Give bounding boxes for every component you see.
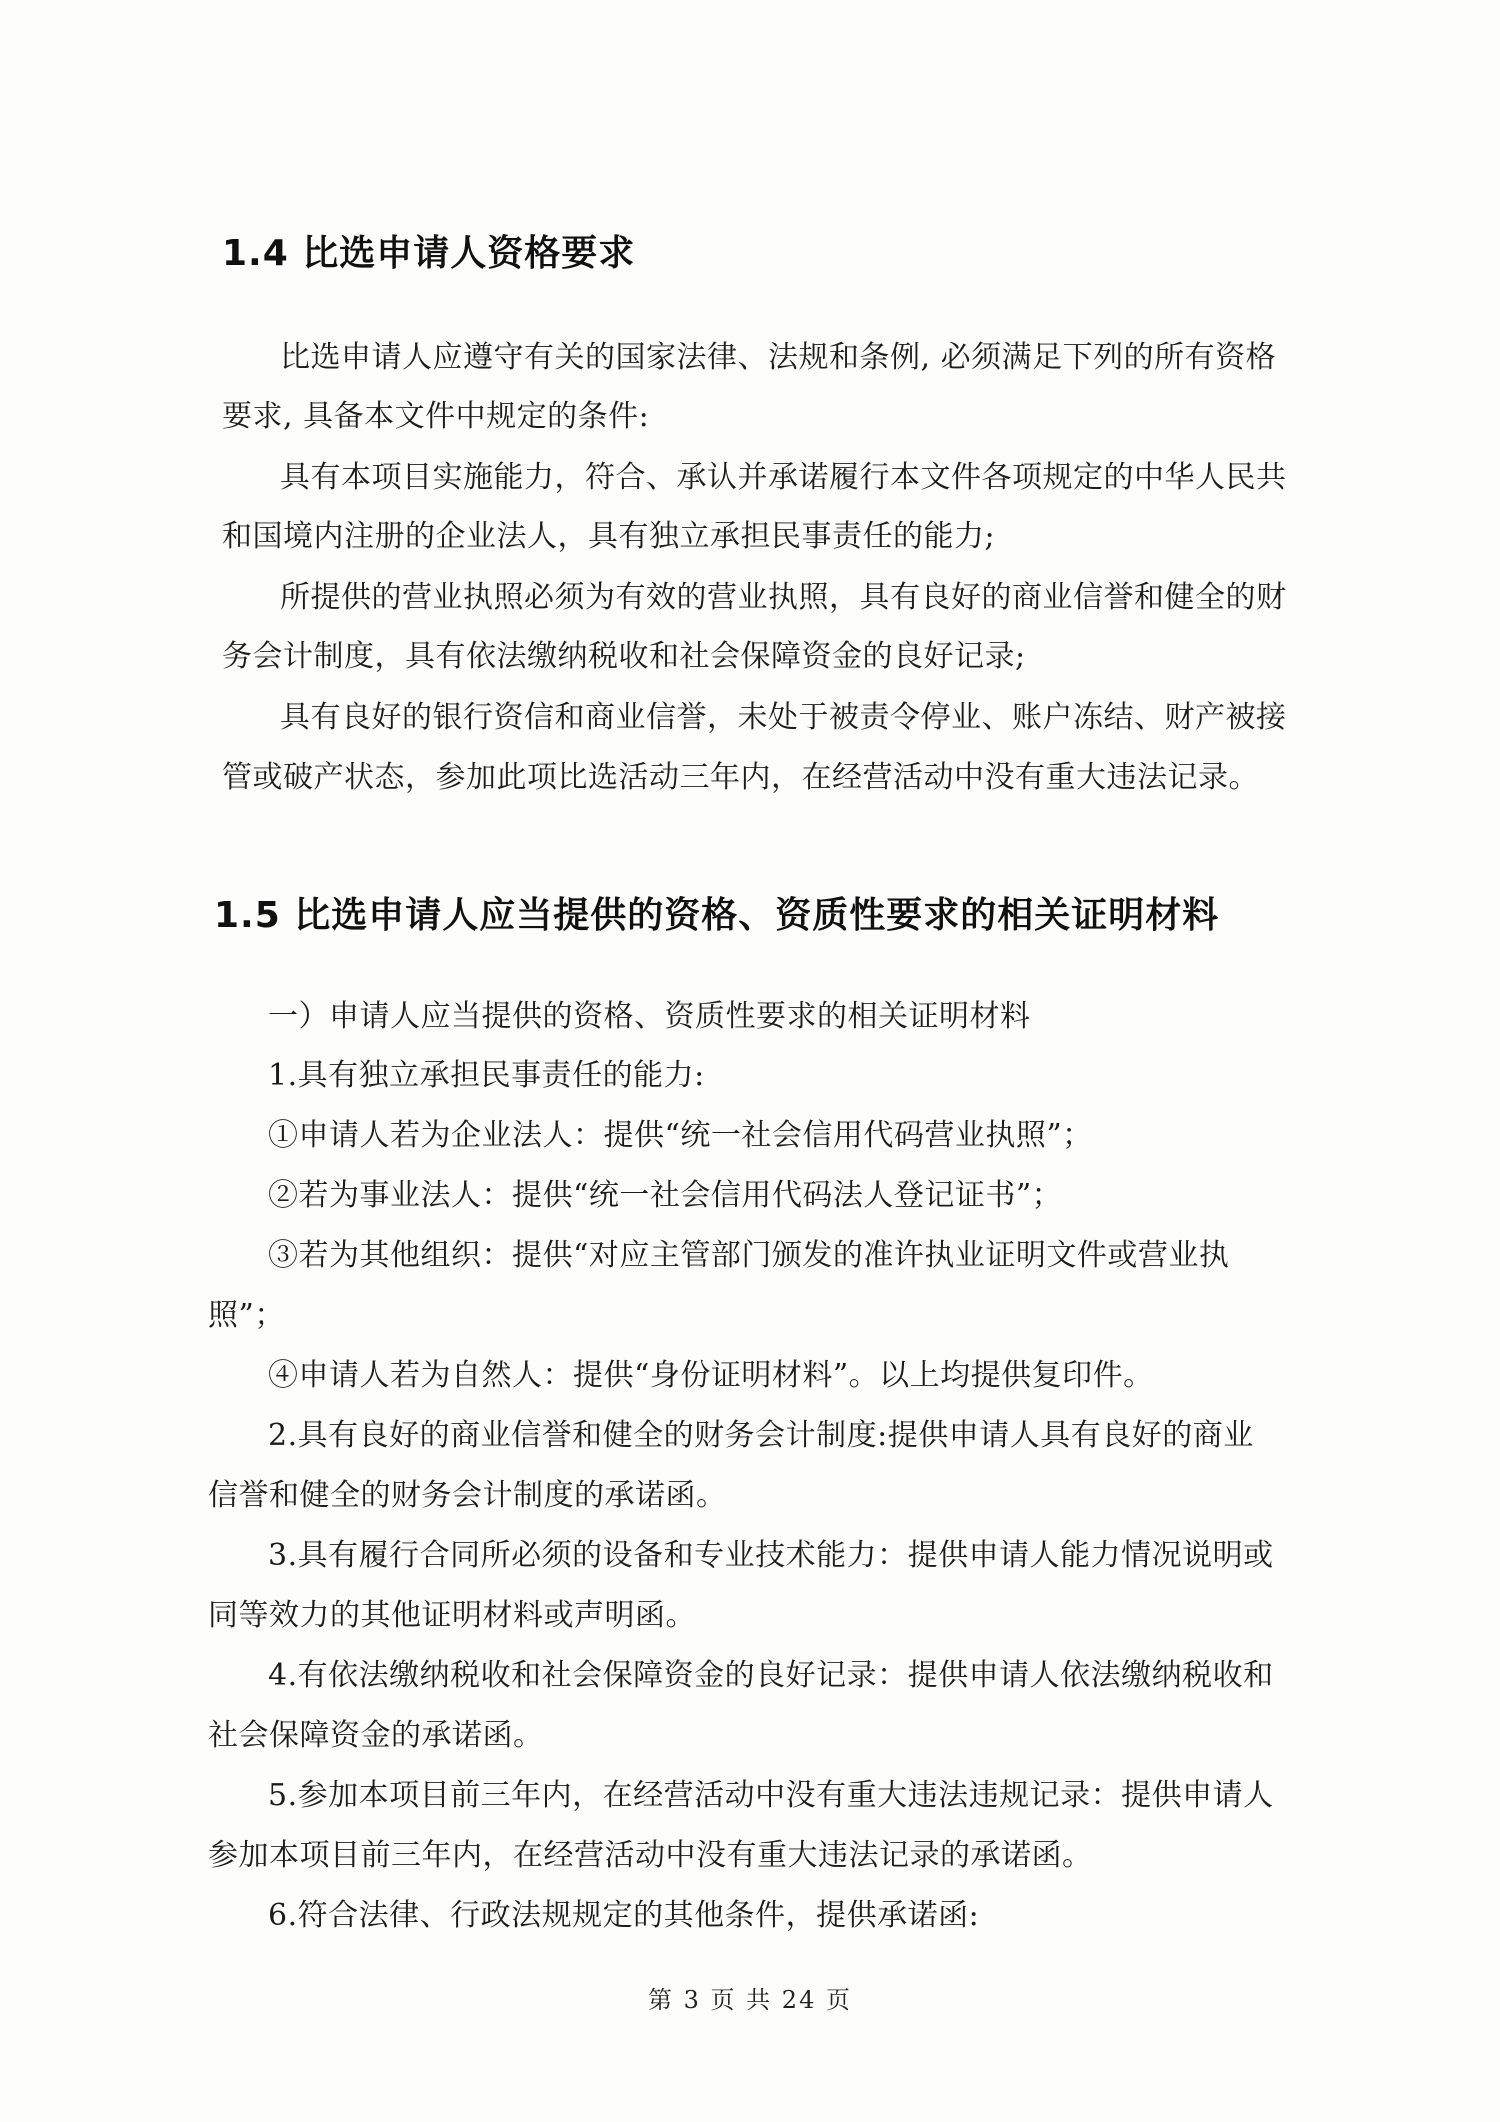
section-1-4-line: 具有良好的银行资信和商业信誉，未处于被责令停业、账户冻结、财产被接 — [280, 700, 1287, 735]
section-1-4-line: 要求, 具备本文件中规定的条件: — [222, 399, 650, 434]
section-1-4-line: 比选申请人应遵守有关的国家法律、法规和条例, 必须满足下列的所有资格 — [280, 340, 1277, 375]
section-1-5-line: 2.具有良好的商业信誉和健全的财务会计制度:提供申请人具有良好的商业 — [268, 1418, 1254, 1453]
page-number-footer: 第 3 页 共 24 页 — [648, 1986, 852, 2014]
section-1-4-heading: 1.4 比选申请人资格要求 — [222, 233, 636, 274]
section-1-4-line: 所提供的营业执照必须为有效的营业执照，具有良好的商业信誉和健全的财 — [280, 580, 1287, 615]
section-1-5-line: ③若为其他组织：提供“对应主管部门颁发的准许执业证明文件或营业执 — [268, 1238, 1230, 1273]
section-1-5-line: 4.有依法缴纳税收和社会保障资金的良好记录：提供申请人依法缴纳税收和 — [268, 1658, 1274, 1693]
section-1-5-line: ④申请人若为自然人：提供“身份证明材料”。以上均提供复印件。 — [268, 1358, 1154, 1393]
section-1-4-line: 管或破产状态，参加此项比选活动三年内，在经营活动中没有重大违法记录。 — [222, 760, 1259, 795]
section-1-4-line: 务会计制度，具有依法缴纳税收和社会保障资金的良好记录; — [222, 639, 1026, 674]
section-1-5-line: 社会保障资金的承诺函。 — [208, 1718, 544, 1753]
section-1-5-line: ①申请人若为企业法人：提供“统一社会信用代码营业执照”； — [268, 1118, 1093, 1153]
section-1-4-line: 具有本项目实施能力，符合、承认并承诺履行本文件各项规定的中华人民共 — [280, 460, 1287, 495]
section-1-5-line: 3.具有履行合同所必须的设备和专业技术能力：提供申请人能力情况说明或 — [268, 1538, 1274, 1573]
section-1-5-heading: 1.5 比选申请人应当提供的资格、资质性要求的相关证明材料 — [214, 895, 1220, 936]
section-1-5-line: ②若为事业法人：提供“统一社会信用代码法人登记证书”； — [268, 1178, 1063, 1213]
section-1-5-line: 一）申请人应当提供的资格、资质性要求的相关证明材料 — [268, 999, 1031, 1034]
section-1-4-line: 和国境内注册的企业法人，具有独立承担民事责任的能力; — [222, 519, 996, 554]
section-1-5-line: 照”； — [208, 1298, 285, 1333]
section-1-5-line: 信誉和健全的财务会计制度的承诺函。 — [208, 1478, 727, 1513]
section-1-5-line: 同等效力的其他证明材料或声明函。 — [208, 1598, 696, 1633]
section-1-5-line: 1.具有独立承担民事责任的能力: — [268, 1058, 705, 1093]
section-1-5-line: 参加本项目前三年内，在经营活动中没有重大违法记录的承诺函。 — [208, 1838, 1093, 1873]
section-1-5-line: 5.参加本项目前三年内，在经营活动中没有重大违法违规记录：提供申请人 — [268, 1778, 1274, 1813]
section-1-5-line: 6.符合法律、行政法规规定的其他条件，提供承诺函: — [268, 1898, 980, 1933]
